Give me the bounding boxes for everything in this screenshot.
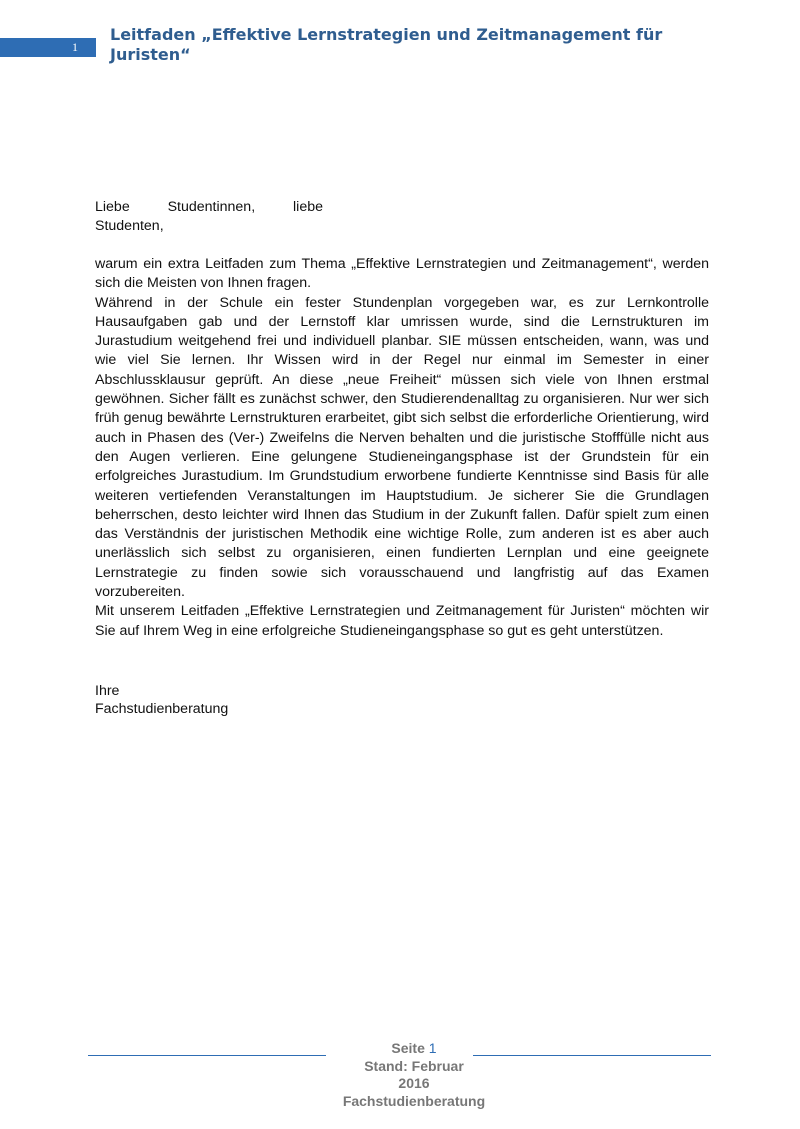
signoff-line-1: Ihre — [95, 683, 120, 699]
footer-stand-line: Stand: Februar — [364, 1057, 464, 1074]
page-number: 1 — [72, 40, 78, 54]
footer-page-line — [330, 1040, 498, 1058]
footer-page-number: 1 — [428, 1040, 437, 1056]
footer-org: Fachstudienberatung — [342, 1092, 486, 1109]
body-text — [95, 255, 709, 641]
paragraph-closing: Mit unserem Leitfaden „Effektive Lernstrategien und Zeitmanagement für Juristen“ möchten wir Sie auf Ihrem Weg in eine erfolgreiche Studieneingangsphase so gut es geht unterstützen. — [95, 603, 709, 639]
salutation-line-1 — [95, 198, 323, 217]
paragraph-main: Während in der Schule ein fester Stundenplan vorgegeben war, es zur Lernkontrolle Hausaufgaben gab und der Lernstoff klar umrissen wurde, sind die Lernstrukturen im Jurastudium weitgehend frei und individuell planbar. SIE müssen entscheiden, wann, was und wie viel Sie lernen. Ihr Wissen wird in der Regel nur einmal im Semester in einer Abschlussklausur geprüft. An diese „neue Freiheit“ müssen sich viele von Ihnen erstmal gewöhnen. Sicher fällt es zunächst schwer, den Studierendenalltag zu organisieren. Nur wer sich früh genug bewährte Lernstrukturen erarbeitet, gibt sich selbst die erforderliche Orientierung, wird auch in Phasen des (Ver-) Zweifelns die Nerven behalten und die juristische Stofffülle nicht aus den Augen verlieren. Eine gelungene Studieneingangsphase ist der Grundstein für ein erfolgreiches Jurastudium. Im Grundstudium erworbene fundierte Kenntnisse sind Basis für alle weiteren vertiefenden Veranstaltungen im Hauptstudium. Je sicherer Sie die Grundlagen beherrschen, desto leichter wird Ihnen das Studium in der Zukunft fallen. Dafür spielt zum einen das Verständnis der juristischen Methodik eine wichtige Rolle, zum anderen ist es aber auch unerlässlich sich selbst zu organisieren, einen fundierten Lernplan und eine geeignete Lernstrategie zu finden sowie sich vorausschauend und langfristig auf das Examen vorzubereiten. — [95, 294, 709, 601]
signoff-line-2: Fachstudienberatung — [95, 701, 229, 717]
footer-seite-label: Seite — [391, 1040, 425, 1056]
salutation-word-3: liebe — [293, 199, 323, 215]
footer-divider-left — [88, 1055, 326, 1056]
footer-year: 2016 — [398, 1075, 430, 1091]
salutation-line-2: Studenten, — [95, 218, 164, 235]
document-title: Leitfaden „Effektive Lernstrategien und Zeitmanagement für Juristen“ — [110, 25, 663, 64]
page-number-bar — [0, 38, 96, 57]
footer-divider-right — [473, 1055, 711, 1056]
paragraph-intro: warum ein extra Leitfaden zum Thema „Effektive Lernstrategien und Zeitmanagement“, werden sich die Meisten von Ihnen fragen. — [95, 256, 709, 292]
salutation — [95, 198, 709, 237]
salutation-word-1: Liebe — [95, 199, 130, 215]
footer — [330, 1040, 498, 1110]
signoff — [95, 682, 709, 718]
salutation-word-2: Studentinnen, — [167, 199, 256, 215]
